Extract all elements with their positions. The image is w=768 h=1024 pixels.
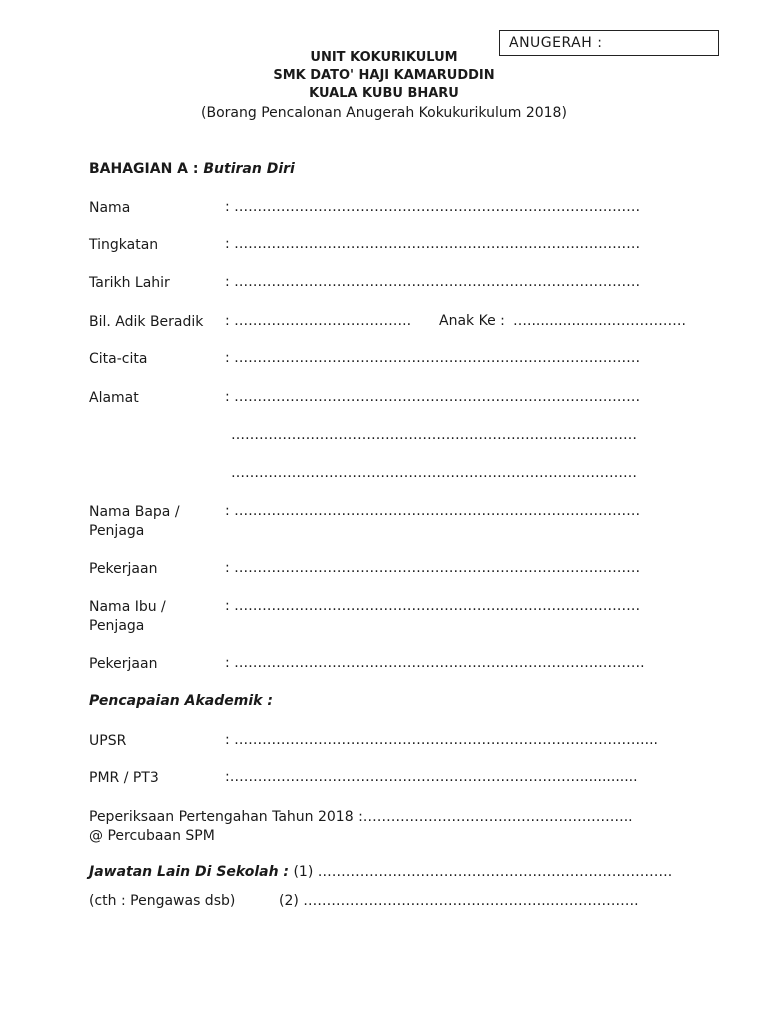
field-nama-bapa[interactable]: : …………………………………………………………………………… [225, 503, 641, 519]
label-nama-bapa: Nama Bapa / Penjaga [89, 504, 180, 539]
field-alamat-1[interactable]: : …………………………………………………………………………… [225, 389, 641, 405]
header-town: KUALA KUBU BHARU [309, 86, 459, 101]
field-anak-ke[interactable]: …...................……………. [513, 313, 687, 329]
header-school: SMK DATO' HAJI KAMARUDDIN [273, 68, 495, 83]
label-pekerjaan-ibu: Pekerjaan [89, 656, 158, 672]
field-pmr[interactable]: :…………………………………………………………………............. [225, 769, 638, 785]
header-subtitle: (Borang Pencalonan Anugerah Kokukurikulum 2018) [201, 105, 567, 121]
label-alamat: Alamat [89, 390, 139, 406]
field-pekerjaan-ibu[interactable]: : ……………………………………………………………………………. [225, 655, 645, 671]
label-anak-ke: Anak Ke : [439, 313, 505, 329]
field-alamat-2[interactable]: …………………………………………………………………………… [231, 427, 637, 443]
positions-row-1 [89, 864, 672, 880]
label-pmr: PMR / PT3 [89, 770, 159, 786]
field-tarikh-lahir[interactable]: : …………………………………………………………………………… [225, 274, 641, 290]
label-nama: Nama [89, 200, 131, 216]
section-a-title: BAHAGIAN A : Butiran Diri [89, 161, 295, 177]
label-tarikh-lahir: Tarikh Lahir [89, 275, 170, 291]
label-upsr: UPSR [89, 733, 127, 749]
field-alamat-3[interactable]: …………………………………………………………………………… [231, 465, 637, 481]
field-upsr[interactable]: : …………………………………………………………………………….... [225, 732, 658, 748]
label-exam: Peperiksaan Pertengahan Tahun 2018 :…………………………..…………………….. @ Percubaan SPM [89, 809, 633, 844]
label-nama-ibu: Nama Ibu / Penjaga [89, 599, 166, 634]
label-bil-adik: Bil. Adik Beradik [89, 314, 204, 330]
positions-title: Jawatan Lain Di Sekolah : [89, 864, 290, 880]
positions-example: (cth : Pengawas dsb) [89, 893, 236, 909]
field-tingkatan[interactable]: : …………………………………………………………………………… [225, 236, 641, 252]
academic-title: Pencapaian Akademik : [89, 693, 273, 709]
field-cita-cita[interactable]: : …………………………………………………………………………… [225, 350, 641, 366]
field-nama[interactable]: : …………………………………………………………………………… [225, 199, 641, 215]
label-pekerjaan-bapa: Pekerjaan [89, 561, 158, 577]
label-tingkatan: Tingkatan [89, 237, 159, 253]
label-cita-cita: Cita-cita [89, 351, 148, 367]
field-position-2[interactable]: (2) ……………………………………………..………………. [279, 893, 639, 909]
award-label: ANUGERAH : [509, 35, 603, 51]
field-position-1[interactable]: (1) …………………………………………………………………. [293, 864, 673, 880]
field-exam[interactable]: …………………………..…………………….. [362, 809, 633, 825]
field-pekerjaan-bapa[interactable]: : …………………………………………………………………………… [225, 560, 641, 576]
field-nama-ibu[interactable]: : …………………………………………………………………………… [225, 598, 641, 614]
header-unit: UNIT KOKURIKULUM [310, 50, 458, 65]
field-bil-adik[interactable]: : ……………………………….. [225, 313, 412, 329]
